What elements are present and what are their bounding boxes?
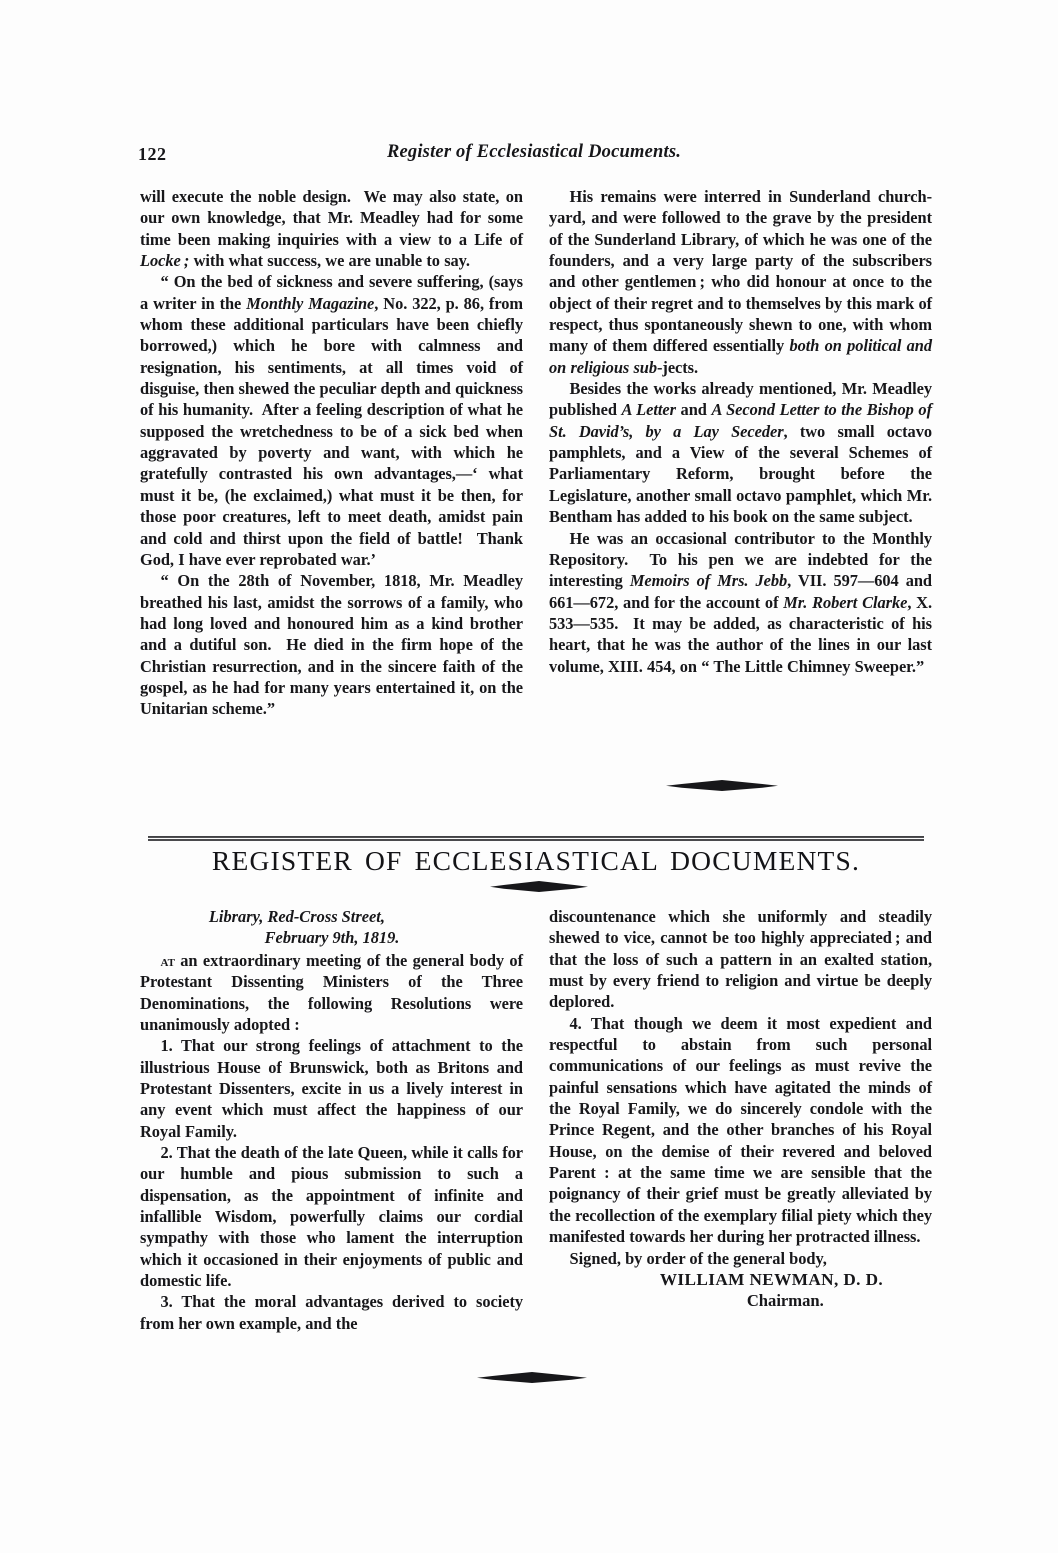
paragraph: “ On the bed of sickness and severe suffering, (says a writer in the Monthly Magazine, No. 322, p. 86, from whom these additional particulars have been chiefly borrowed,) which he bore with calmness and resignation, his sentiments, at all times void of disguise, then shewed the peculiar depth and quickness of his humanity. After a feeling description of what he supposed the wretchedness to be of a sick bed when aggravated by poverty and want, with which he gratefully contrasted his own advantages,—‘ what must it be, (he exclaimed,) what must it be then, for those poor creatures, left to meet death, amidst pain and cold and thirst upon the field of battle! Thank God, I have ever reprobated war.’	[140, 272, 524, 569]
paragraph: Besides the works already mentioned, Mr. Meadley published A Letter and A Second Letter to the Bishop of St. David’s, by a Lay Seceder, two small octavo pamphlets, and a View of the several Schemes of Parliamentary Reform, brought before the Legislature, another small octavo pamphlet, which Mr. Bentham has added to his book on the same subject.	[549, 379, 932, 527]
resolution-paragraph: 2. That the death of the late Queen, while it calls for our humble and pious submission to such a dispensation, as the appointment of infinite and infallible Wisdom, powerfully claims our cordial sympathy with those who lament the interruption which it occasioned in their enjoyments of public and domestic life.	[140, 1142, 523, 1290]
resolution-paragraph: 3. That the moral advantages derived to society from her own example, and the	[140, 1292, 523, 1333]
paragraph: “ On the 28th of November, 1818, Mr. Meadley breathed his last, amidst the sorrows of a family, who had long loved and honoured him as a kind brother and a dutiful son. He died in the firm hope of the Christian resurrection, and in the sincere faith of the gospel, as he had for many years entertained it, on the Unitarian scheme.”	[140, 571, 523, 719]
top-article-columns	[140, 186, 932, 720]
dateline-date: February 9th, 1819.	[264, 928, 400, 948]
section-divider-rule	[148, 836, 924, 840]
section-intro-paragraph: at an extraordinary meeting of the general body of Protestant Dissenting Ministers of the Three Denominations, the following Resolutions were unanimously adopted :	[140, 950, 523, 1034]
top-left-column	[140, 186, 523, 720]
running-head-title: Register of Ecclesiastical Documents.	[386, 142, 682, 162]
section-left-column	[140, 906, 523, 1334]
register-section-columns	[140, 906, 932, 1334]
dateline-place: Library, Red-Cross Street,	[208, 907, 385, 926]
signed-by-line: Signed, by order of the general body,	[569, 1248, 827, 1268]
lozenge-ornament	[477, 1372, 587, 1383]
resolution-paragraph: 4. That though we deem it most expedient and respectful to abstain from such personal communications of our feelings as must revive the painful sensations which have agitated the minds of the Royal Family, we do sincerely condole with the Prince Regent, and the other branches of his Royal House, on the demise of their revered and beloved Parent : at the same time we are sensible that the poignancy of their grief must be greatly alleviated by the recollection of the exemplary filial piety which they manifested towards her during her protracted illness.	[549, 1013, 932, 1247]
top-right-column	[549, 186, 932, 720]
lozenge-ornament	[490, 881, 588, 892]
lozenge-ornament	[666, 780, 778, 791]
signatory-role: Chairman.	[746, 1291, 824, 1311]
signature-block	[549, 1248, 932, 1312]
section-right-column	[549, 906, 932, 1334]
resolution-paragraph: 1. That our strong feelings of attachment to the illustrious House of Brunswick, both as Britons and Protestant Dissenters, excite in us a lively interest in any event which must affect the happiness of our Royal Family.	[140, 1036, 523, 1141]
section-heading: REGISTER OF ECCLESIASTICAL DOCUMENTS.	[211, 845, 861, 876]
running-head	[138, 142, 930, 168]
paragraph: He was an occasional contributor to the Monthly Repository. To his pen we are indebted for the interesting Memoirs of Mrs. Jebb, VII. 597—604 and 661—672, and for the account of Mr. Robert Clarke, X. 533—535. It may be added, as characteristic of his heart, that he was the author of the lines in our last volume, XIII. 454, on “ The Little Chimney Sweeper.”	[549, 528, 932, 676]
signatory-name: WILLIAM NEWMAN, D. D.	[659, 1269, 884, 1289]
dateline	[140, 906, 523, 949]
paragraph: His remains were interred in Sunderland church-yard, and were followed to the grave by the president of the Sunderland Library, of which he was one of the founders, and a very large party of the subscribers and other gentlemen ; who did honour at once to the object of their regret and to themselves by this mark of respect, thus spontaneously shewn to one, with whom many of them differed essentially both on political and on religious sub-jects.	[549, 187, 932, 377]
resolution-continuation-paragraph: discountenance which she uniformly and steadily shewed to vice, cannot be too highly appreciated ; and that the loss of such a pattern in an exalted station, must by every friend to religion and virtue be deeply deplored.	[549, 907, 932, 1012]
paragraph: will execute the noble design. We may also state, on our own knowledge, that Mr. Meadley had for some time been making inquiries with a view to a Life of Locke ; with what success, we are unable to say.	[140, 187, 523, 271]
page-folio-number: 122	[138, 144, 167, 164]
